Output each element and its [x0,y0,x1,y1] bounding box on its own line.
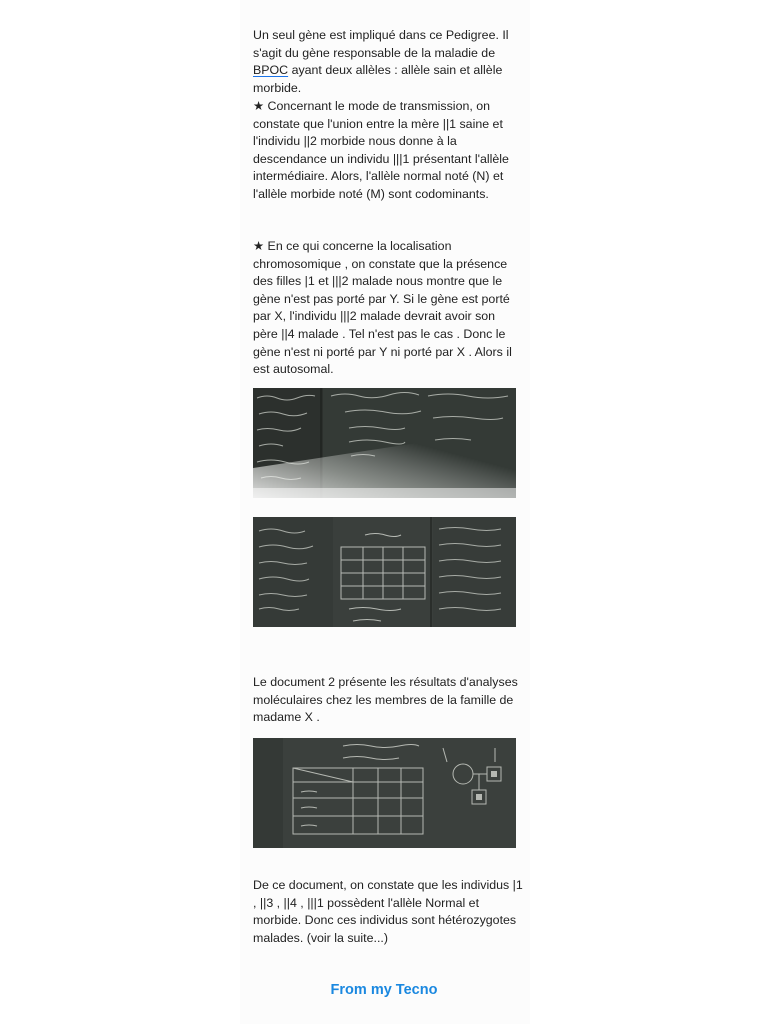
transmission-text: ★ Concernant le mode de transmission, on constate que l'union entre la mère ||1 saine et l'individu ||2 morbide nous donne à la descendance un individu |||1 présentant l'allèle intermédiaire. Alors, l'allèle normal noté (N) et l'allèle morbide noté (M) sont codominants. [253,99,509,201]
chalkboard-photo-3[interactable] [253,738,516,848]
chalkboard-photo-3-graphic [253,738,516,848]
chalkboard-photo-1-graphic [253,388,516,498]
paragraph-conclusion [253,877,523,947]
conclusion-text: De ce document, on constate que les individus |1 , ||3 , ||4 , |||1 possèdent l'allèle Normal et morbide. Donc ces individus sont hétérozygotes malades. (voir la suite...) [253,878,523,945]
paragraph-transmission [253,98,523,204]
intro-text-end: ayant deux allèles : allèle sain et allèle morbide. [253,63,503,95]
chalkboard-photo-2[interactable] [253,517,516,627]
chalkboard-photo-1[interactable] [253,388,516,498]
paragraph-intro [253,27,523,97]
localisation-text: ★ En ce qui concerne la localisation chromosomique , on constate que la présence des filles |1 et |||2 malade nous montre que le gène n'est pas porté par Y. Si le gène est porté par X, l'individu |||2 malade devrait avoir son père ||4 malade . Tel n'est pas le cas . Donc le gène n'est ni porté par Y ni porté par X . Alors il est autosomal. [253,239,512,377]
from-my-tecno-link[interactable]: From my Tecno [330,982,438,998]
bpoc-link[interactable]: BPOC [253,63,289,78]
document-2-text: Le document 2 présente les résultats d'analyses moléculaires chez les membres de la famille de madame X . [253,675,518,725]
paragraph-localisation [253,238,523,379]
paragraph-document-2 [253,674,523,727]
intro-text-start: Un seul gène est impliqué dans ce Pedigree. Il s'agit du gène responsable de la maladie de [253,28,509,60]
chalkboard-photo-2-graphic [253,517,516,627]
